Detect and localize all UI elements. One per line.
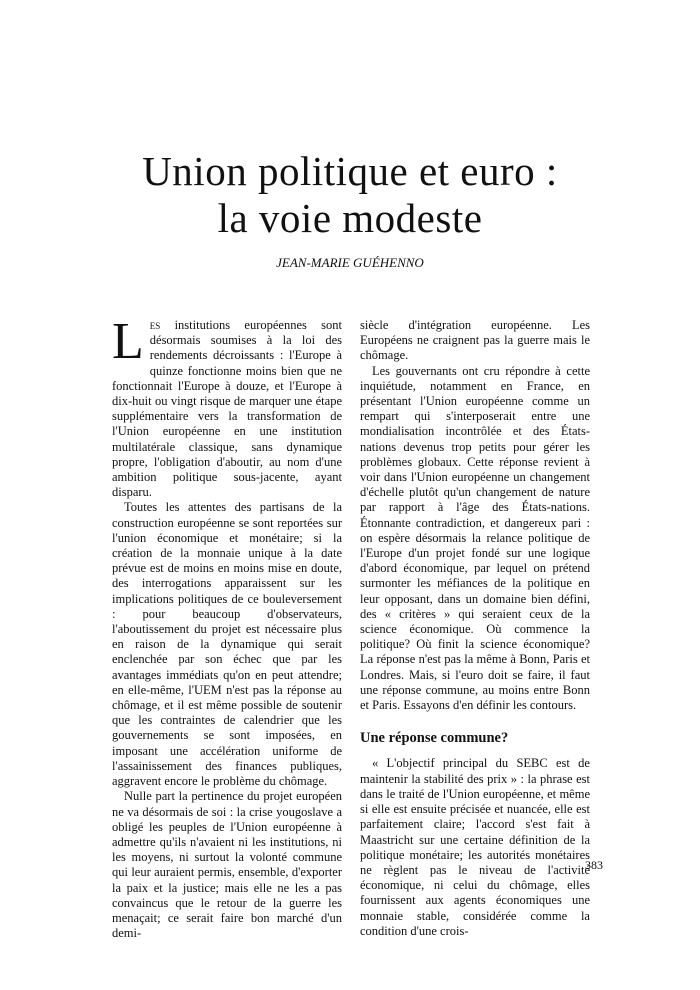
title-line-1: Union politique et euro : — [142, 148, 558, 194]
paragraph-text: institutions européennes sont désormais soumises à la loi des rendements décroissants : l'Europe à quinze fonctionne moins bien que ne fonctionnait l'Europe à douze, et l'Europe à dix-huit ou vingt risque de marquer une étape supplémentaire vers la transformation de l'Union européenne en une institution multilatérale classique, sans dynamique propre, l'obligation d'aboutir, au nom d'une ambition politique sous-jacente, ayant disparu. — [112, 318, 342, 500]
article-title — [0, 148, 700, 242]
drop-cap: L — [112, 313, 144, 370]
paragraph: siècle d'intégration européenne. Les Européens ne craignent pas la guerre mais le chômage. — [360, 318, 590, 363]
paragraph: « L'objectif principal du SEBC est de maintenir la stabilité des prix » : la phrase est dans le traité de l'Union européenne, et même si elle est ensuite précisée et nuancée, elle est parfaitement claire; l'accord s'est fait à Maastricht sur une certaine définition de la politique monétaire; les autorités monétaires ne règlent pas le niveau de l'activité économique, ni celui du chômage, elles fournissent aux agents économiques une monnaie stable, considérée comme la condition d'une crois- — [360, 756, 590, 938]
paragraph: Les gouvernants ont cru répondre à cette inquiétude, notamment en France, en présentant l'Union européenne comme un rempart qui s'interposerait entre une mondialisation incontrôlée et des États-nations devenus trop petits pour gérer les problèmes globaux. Cette réponse revient à voir dans l'Union européenne un changement d'échelle plutôt qu'un changement de nature par rapport à l'âge des États-nations. Étonnante contradiction, et dangereux pari : on espère désormais la relance politique de l'Europe d'un projet fondé sur une logique d'abord économique, par lequel on prétend surmonter les méfiances de la politique en leur opposant, dans un domaine bien défini, des « critères » qui seraient ceux de la science économique. Où commence la politique? Où finit la science économique? La réponse n'est pas la même à Bonn, Paris et Londres. Mais, si l'euro doit se faire, il faut une réponse commune, au moins entre Bonn et Paris. Essayons d'en définir les contours. — [360, 363, 590, 713]
paragraph: Nulle part la pertinence du projet européen ne va désormais de soi : la crise yougoslave a obligé les peuples de l'Union européenne à admettre qu'ils n'avaient ni les institutions, ni les moyens, ni surtout la volonté commune qui leur auraient permis, ensemble, d'exporter la paix et la justice; mais elle ne les a pas convaincus que le retour de la guerre les menaçait; ce serait faire bon marché d'un demi- — [112, 789, 342, 941]
drop-cap-continuation: es — [149, 318, 161, 332]
paragraph: Toutes les attentes des partisans de la construction européenne se sont reportées sur l'union économique et monétaire; si la création de la monnaie unique à la date prévue est de moins en moins mise en doute, des interrogations apparaissent sur les implications politiques de ce bouleversement : pour beaucoup d'observateurs, l'aboutissement du projet est nécessaire plus en raison de la dynamique qui serait enclenchée par son échec que par les avantages immédiats qu'on en peut attendre; en elle-même, l'UEM n'est pas la réponse au chômage, et il est même possible de soutenir que les contraintes de calendrier que les gouvernements se sont imposées, en imposant une accélération uniforme de l'assainissement des finances publiques, aggravent encore le problème du chômage. — [112, 500, 342, 789]
author-byline: JEAN-MARIE GUÉHENNO — [276, 255, 424, 270]
section-heading: Une réponse commune? — [360, 730, 509, 747]
left-column — [112, 313, 342, 941]
right-column — [360, 318, 590, 939]
paragraph — [112, 313, 342, 500]
page-number: 383 — [585, 858, 603, 872]
title-line-2: la voie modeste — [217, 195, 483, 241]
